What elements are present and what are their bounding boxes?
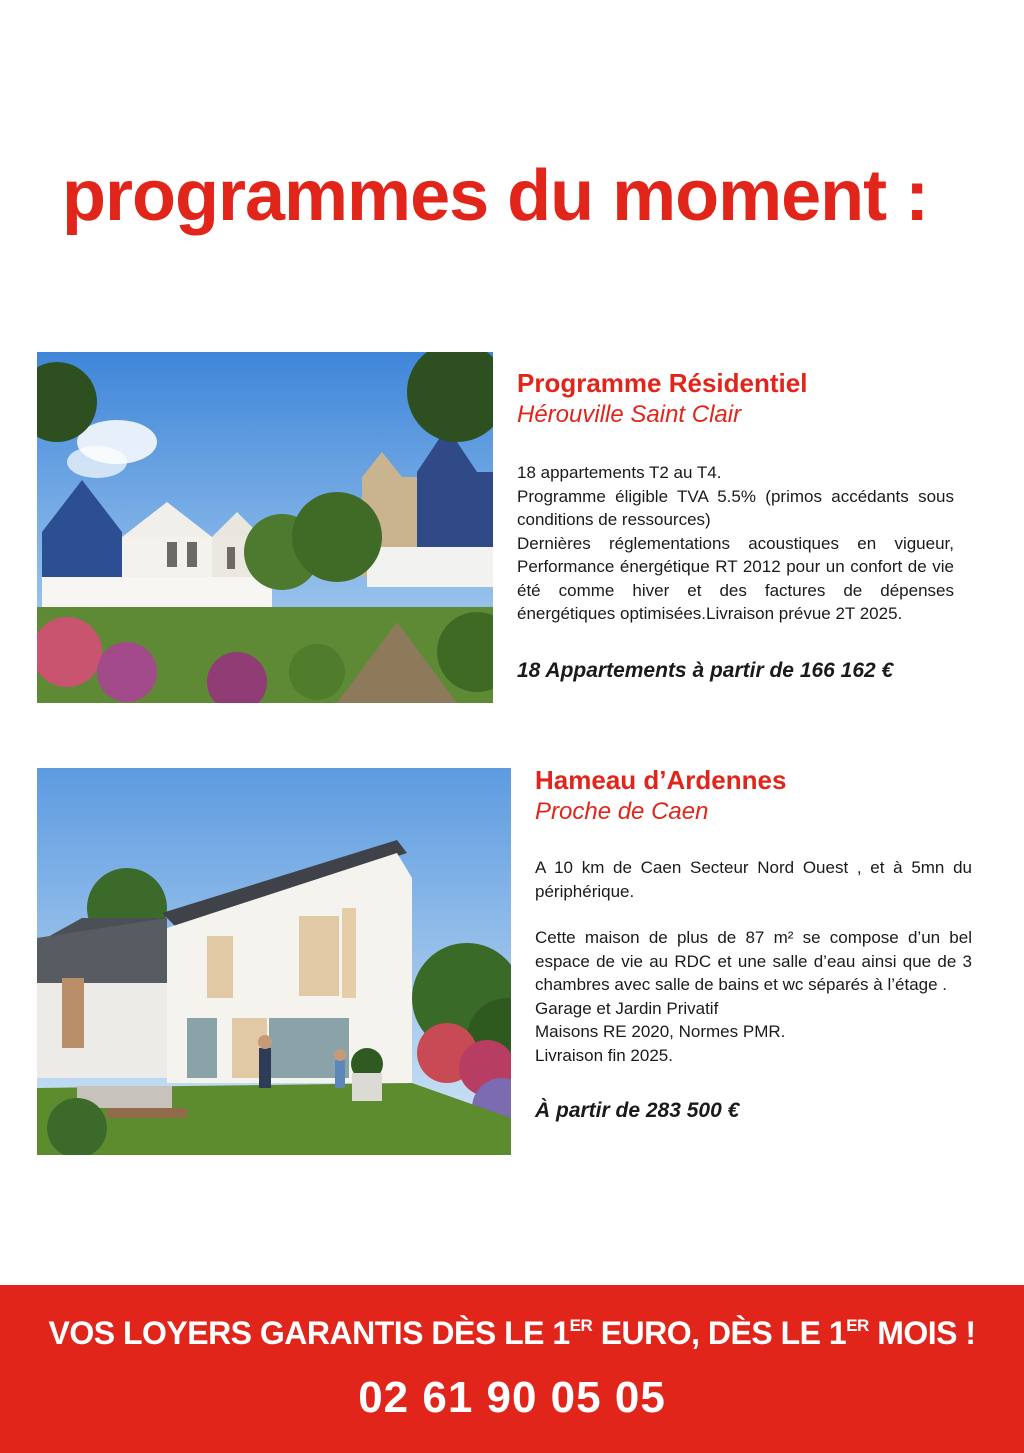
program-card-residential — [517, 367, 954, 683]
footer-slogan — [0, 1315, 1024, 1352]
description-line: Cette maison de plus de 87 m² se compose d’un bel espace de vie au RDC et une salle d’eau ainsi que de 3 chambres avec salle de bains et wc séparés à l’étage . — [535, 928, 972, 994]
slogan-superscript: ER — [569, 1316, 593, 1335]
program-location: Proche de Caen — [535, 798, 709, 825]
description-line: Dernières réglementations acoustiques en vigueur, Performance énergétique RT 2012 pour un confort de vie été comme hiver et des factures de dépenses énergétiques optimisées.Livraison prévue 2T 2025. — [517, 533, 954, 623]
footer-phone[interactable]: 02 61 90 05 05 — [358, 1373, 666, 1422]
program-price: À partir de 283 500 € — [535, 1099, 740, 1122]
program-intro: A 10 km de Caen Secteur Nord Ouest , et à 5mn du périphérique. — [535, 858, 972, 901]
description-line: Livraison fin 2025. — [535, 1045, 673, 1065]
program-location: Hérouville Saint Clair — [517, 401, 742, 428]
description-line: Garage et Jardin Privatif — [535, 998, 719, 1018]
description-line: 18 appartements T2 au T4. — [517, 463, 722, 482]
program-description — [535, 926, 972, 1067]
description-line: Programme éligible TVA 5.5% (primos accédants sous conditions de ressources) — [517, 486, 954, 529]
program-description — [517, 461, 954, 626]
slogan-text: EURO, DÈS LE 1 — [592, 1315, 847, 1351]
slogan-text: MOIS ! — [868, 1315, 976, 1351]
program-name: Programme Résidentiel — [517, 368, 808, 398]
program-name: Hameau d’Ardennes — [535, 765, 787, 795]
footer-banner — [0, 1285, 1024, 1453]
slogan-superscript: ER — [846, 1316, 869, 1335]
program-card-hameau — [535, 764, 972, 1123]
program-photo-hameau — [37, 768, 511, 1155]
page-title: programmes du moment : — [62, 156, 929, 237]
program-photo-residential — [37, 352, 493, 703]
description-line: Maisons RE 2020, Normes PMR. — [535, 1022, 786, 1041]
slogan-text: VOS LOYERS GARANTIS DÈS LE 1 — [48, 1315, 570, 1351]
program-price: 18 Appartements à partir de 166 162 € — [517, 658, 894, 682]
